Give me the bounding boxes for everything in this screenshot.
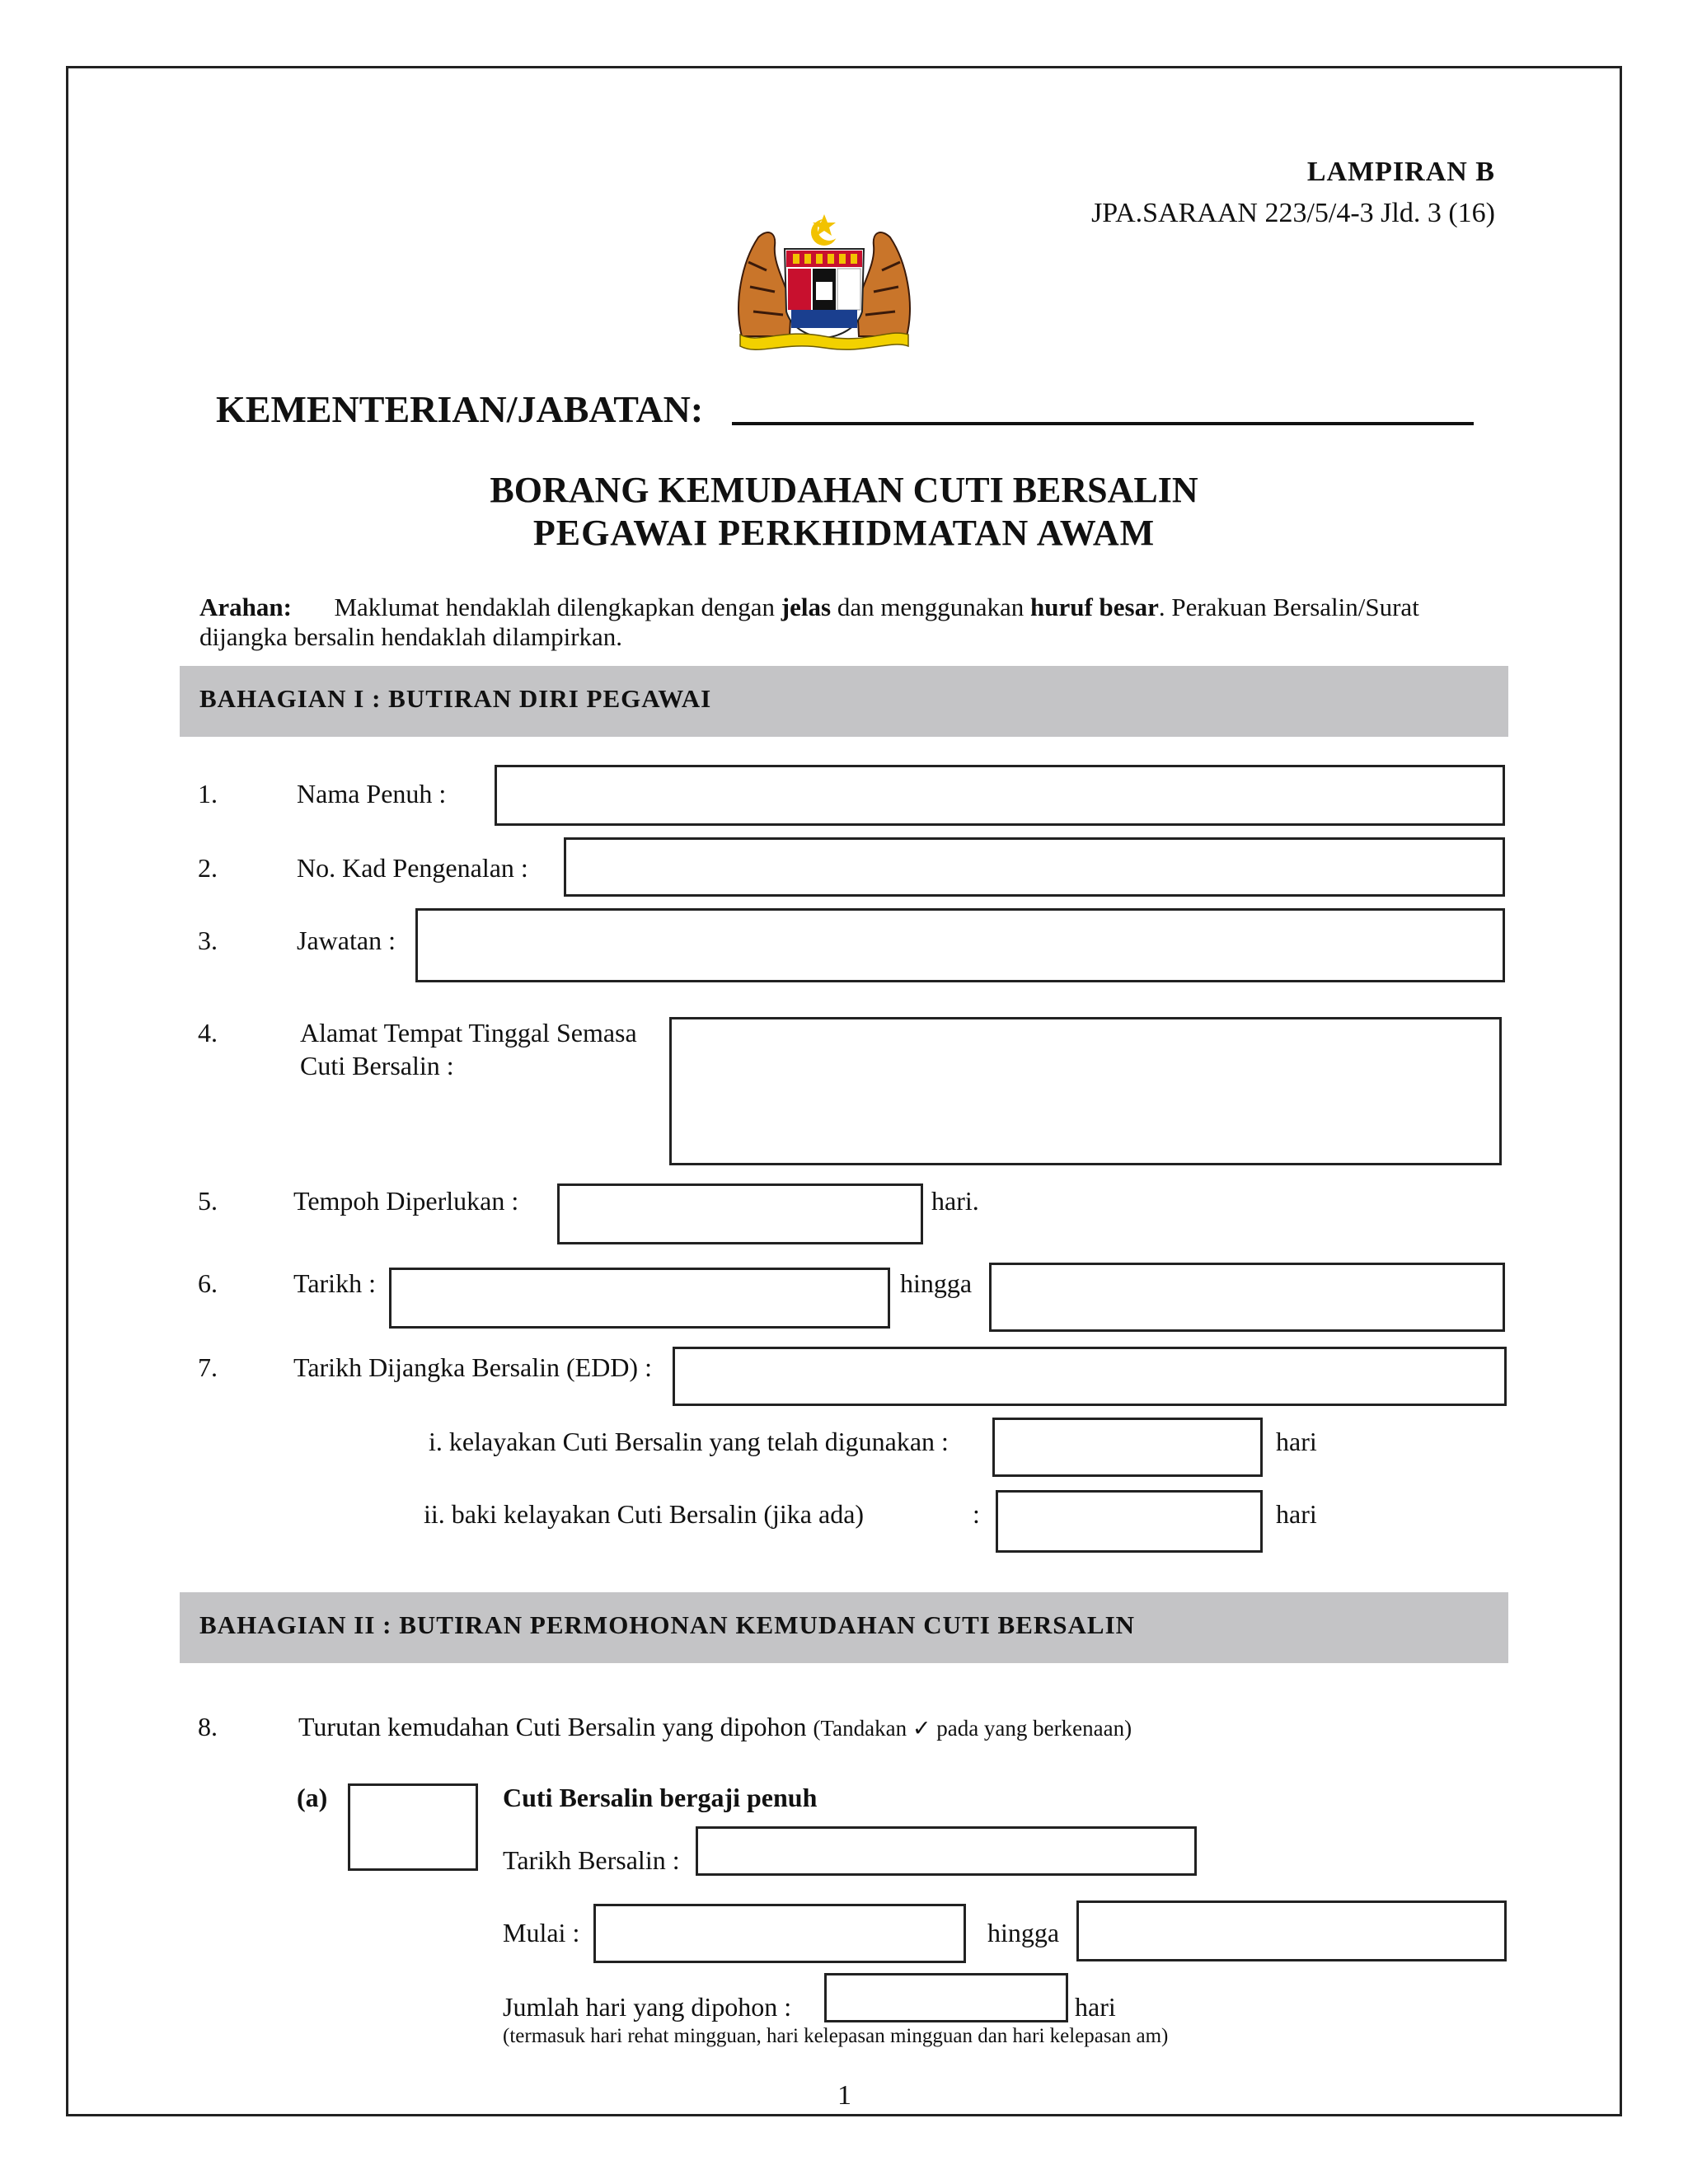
date-from-field[interactable] (389, 1268, 890, 1329)
days-requested-suffix: hari (1075, 1992, 1116, 2022)
balance-entitlement-label: ii. baki kelayakan Cuti Bersalin (jika ada) (424, 1499, 865, 1529)
field2-number: 2. (198, 853, 218, 883)
field4-label: Alamat Tempat Tinggal Semasa (300, 1018, 637, 1047)
field7-label: Tarikh Dijangka Bersalin (EDD) : (293, 1352, 652, 1382)
option-a-letter: (a) (297, 1783, 328, 1812)
item8-number: 8. (198, 1712, 218, 1741)
balance-entitlement-suffix: hari (1276, 1499, 1317, 1529)
option-a-title: Cuti Bersalin bergaji penuh (503, 1783, 818, 1812)
balance-entitlement-field[interactable] (996, 1490, 1263, 1553)
start-date-field[interactable] (593, 1904, 966, 1963)
field5-number: 5. (198, 1186, 218, 1216)
address-field[interactable] (669, 1017, 1502, 1165)
start-label: Mulai : (503, 1918, 580, 1947)
instructions-label: Arahan: (199, 593, 292, 621)
field5-suffix: hari. (931, 1186, 979, 1216)
appendix-label: LAMPIRAN B (1306, 157, 1495, 187)
section1-header (180, 666, 1508, 737)
section2-title: BAHAGIAN II : BUTIRAN PERMOHONAN KEMUDAHAN CUTI BERSALIN (199, 1610, 1136, 1639)
field4-number: 4. (198, 1018, 218, 1047)
ic-number-field[interactable] (564, 837, 1505, 897)
coat-of-arms-logo (725, 213, 923, 353)
used-entitlement-suffix: hari (1276, 1427, 1317, 1456)
section2-header (180, 1592, 1508, 1663)
field6-label: Tarikh : (293, 1268, 376, 1298)
birth-date-field[interactable] (696, 1826, 1197, 1876)
field2-label: No. Kad Pengenalan : (297, 853, 528, 883)
section1-title: BAHAGIAN I : BUTIRAN DIRI PEGAWAI (199, 684, 712, 713)
field6-until-label: hingga (900, 1268, 973, 1298)
field3-label: Jawatan : (297, 926, 396, 955)
date-until-field[interactable] (989, 1263, 1505, 1332)
instructions-line1 (199, 592, 1419, 623)
used-entitlement-label: i. kelayakan Cuti Bersalin yang telah digunakan : (429, 1427, 949, 1456)
ministry-underline-field[interactable] (732, 422, 1474, 425)
field1-number: 1. (198, 779, 218, 808)
field7-number: 7. (198, 1352, 218, 1382)
instructions-line2: dijangka bersalin hendaklah dilampirkan. (199, 622, 623, 651)
days-requested-field[interactable] (824, 1973, 1068, 2022)
until-label: hingga (987, 1918, 1060, 1947)
birth-date-label: Tarikh Bersalin : (503, 1845, 680, 1875)
ministry-label: KEMENTERIAN/JABATAN: (216, 388, 704, 430)
instructions-text3: . Perakuan Bersalin/Surat (1158, 593, 1419, 621)
instructions-text1: Maklumat hendaklah dilengkapkan dengan (334, 593, 776, 621)
position-field[interactable] (415, 908, 1505, 982)
reference-number: JPA.SARAAN 223/5/4-3 Jld. 3 (16) (1091, 198, 1495, 228)
field1-label: Nama Penuh : (297, 779, 447, 808)
full-name-field[interactable] (495, 765, 1505, 826)
option-a-checkbox[interactable] (348, 1783, 478, 1871)
instructions-bold1: jelas (781, 593, 832, 621)
days-requested-label: Jumlah hari yang dipohon : (503, 1992, 792, 2022)
end-date-field[interactable] (1076, 1900, 1507, 1961)
field4-label-line2: Cuti Bersalin : (300, 1051, 454, 1080)
form-title-line1: BORANG KEMUDAHAN CUTI BERSALIN (490, 470, 1198, 510)
used-entitlement-field[interactable] (992, 1418, 1263, 1477)
item8-note: (Tandakan ✓ pada yang berkenaan) (813, 1716, 1132, 1741)
duration-field[interactable] (557, 1183, 923, 1244)
item8-text: Turutan kemudahan Cuti Bersalin yang dipohon (298, 1712, 807, 1741)
page-number: 1 (837, 2080, 851, 2111)
instructions-bold2: huruf besar (1029, 593, 1159, 621)
days-requested-note: (termasuk hari rehat mingguan, hari kelepasan mingguan dan hari kelepasan am) (503, 2025, 1169, 2047)
form-title-line2: PEGAWAI PERKHIDMATAN AWAM (532, 513, 1156, 553)
instructions-text2: dan menggunakan (837, 593, 1025, 621)
item8-label (298, 1711, 1132, 1744)
balance-entitlement-colon: : (973, 1499, 980, 1529)
field3-number: 3. (198, 926, 218, 955)
field6-number: 6. (198, 1268, 218, 1298)
edd-field[interactable] (673, 1347, 1507, 1406)
field5-label: Tempoh Diperlukan : (293, 1186, 519, 1216)
